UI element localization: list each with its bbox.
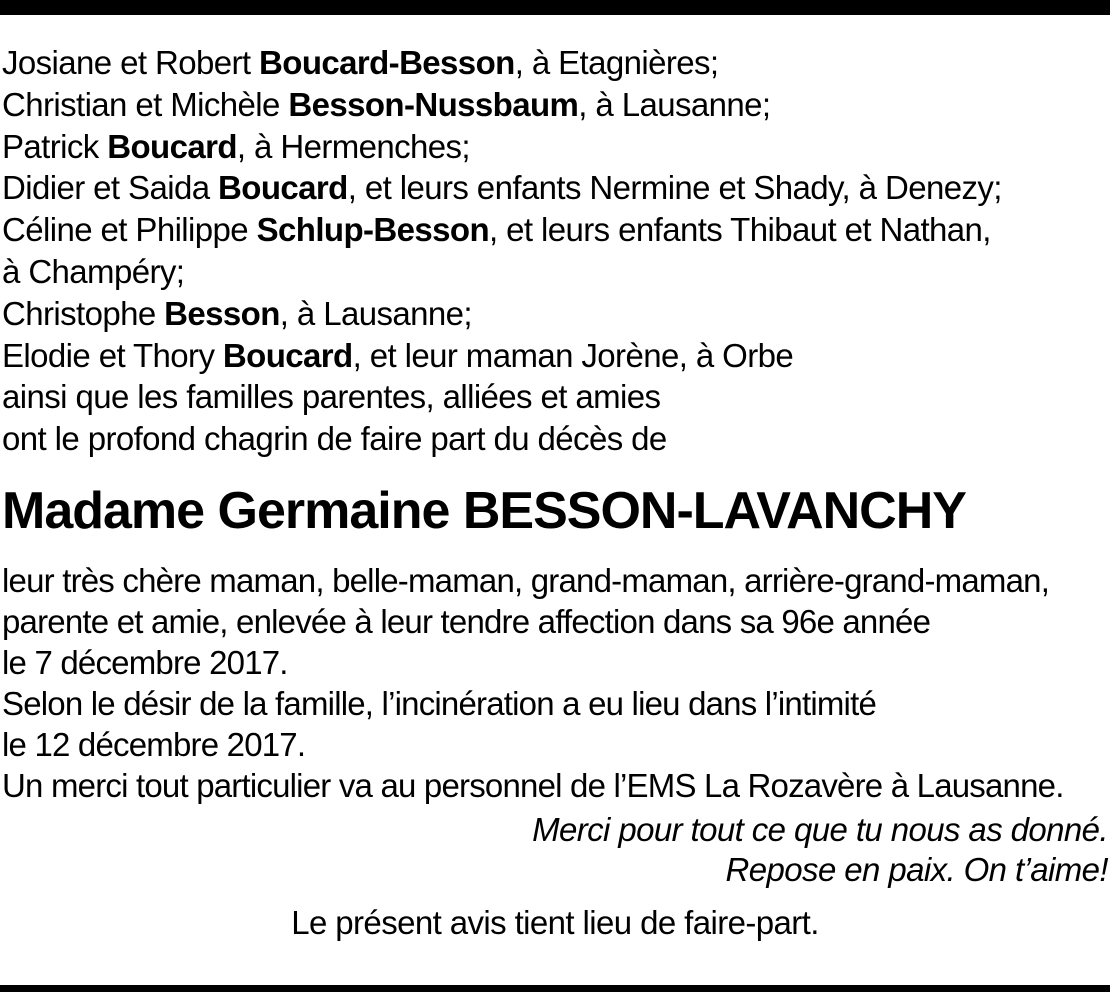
family-location: , à Lausanne; bbox=[578, 85, 771, 123]
body-line: le 12 décembre 2017. bbox=[2, 725, 306, 763]
family-surname: Besson bbox=[164, 294, 280, 332]
closing-line: Repose en paix. On t’aime! bbox=[725, 850, 1108, 888]
family-location: , à Etagnières; bbox=[514, 44, 719, 81]
family-surname: Boucard-Besson bbox=[259, 44, 515, 81]
family-surname: Schlup-Besson bbox=[256, 211, 490, 249]
top-rule bbox=[0, 0, 1110, 15]
family-list bbox=[2, 42, 1108, 460]
family-line bbox=[2, 293, 1108, 335]
family-surname: Besson-Nussbaum bbox=[288, 85, 579, 123]
family-line bbox=[2, 42, 1108, 84]
body-line: Selon le désir de la famille, l’incinération a eu lieu dans l’intimité bbox=[2, 684, 876, 722]
family-location: , et leurs enfants Nermine et Shady, à Denezy; bbox=[347, 169, 1002, 207]
family-members: Elodie et Thory bbox=[2, 336, 223, 374]
family-members: Christian et Michèle bbox=[2, 85, 289, 123]
faire-part-notice: Le présent avis tient lieu de faire-part. bbox=[291, 903, 819, 941]
family-line bbox=[2, 209, 1108, 251]
body-line: leur très chère maman, belle-maman, grand-maman, arrière-grand-maman, bbox=[2, 561, 1050, 599]
body-line: le 7 décembre 2017. bbox=[2, 643, 288, 681]
family-members: Didier et Saida bbox=[2, 169, 219, 207]
family-members: Céline et Philippe bbox=[2, 211, 257, 249]
family-members: Patrick bbox=[2, 127, 108, 165]
family-surname: Boucard bbox=[222, 336, 353, 374]
obituary-notice bbox=[2, 42, 1108, 944]
family-members: Josiane et Robert bbox=[2, 44, 260, 81]
body-line: parente et amie, enlevée à leur tendre affection dans sa 96e année bbox=[2, 602, 931, 640]
announcement-line: ainsi que les familles parentes, alliées et amies bbox=[2, 378, 661, 416]
family-line bbox=[2, 84, 1108, 126]
family-line bbox=[2, 167, 1108, 209]
family-members: Christophe bbox=[2, 294, 165, 332]
family-line-continuation bbox=[2, 251, 1108, 293]
family-location: à Champéry; bbox=[2, 252, 185, 290]
announcement-line: ont le profond chagrin de faire part du décès de bbox=[2, 420, 667, 458]
family-surname: Boucard bbox=[107, 127, 237, 165]
deceased-name: Madame Germaine BESSON-LAVANCHY bbox=[2, 481, 966, 540]
family-line bbox=[2, 126, 1108, 168]
family-line bbox=[2, 335, 1108, 377]
body-line: Un merci tout particulier va au personnel de l’EMS La Rozavère à Lausanne. bbox=[2, 766, 1064, 804]
family-location: , à Lausanne; bbox=[279, 294, 472, 332]
closing-line: Merci pour tout ce que tu nous as donné. bbox=[532, 810, 1108, 848]
bottom-rule bbox=[0, 985, 1110, 992]
family-location: , et leur maman Jorène, à Orbe bbox=[352, 336, 794, 374]
family-location: , à Hermenches; bbox=[236, 127, 470, 165]
family-surname: Boucard bbox=[218, 169, 348, 207]
closing-message bbox=[2, 810, 1108, 890]
family-location: , et leurs enfants Thibaut et Nathan, bbox=[489, 211, 991, 249]
obituary-body bbox=[2, 560, 1108, 806]
